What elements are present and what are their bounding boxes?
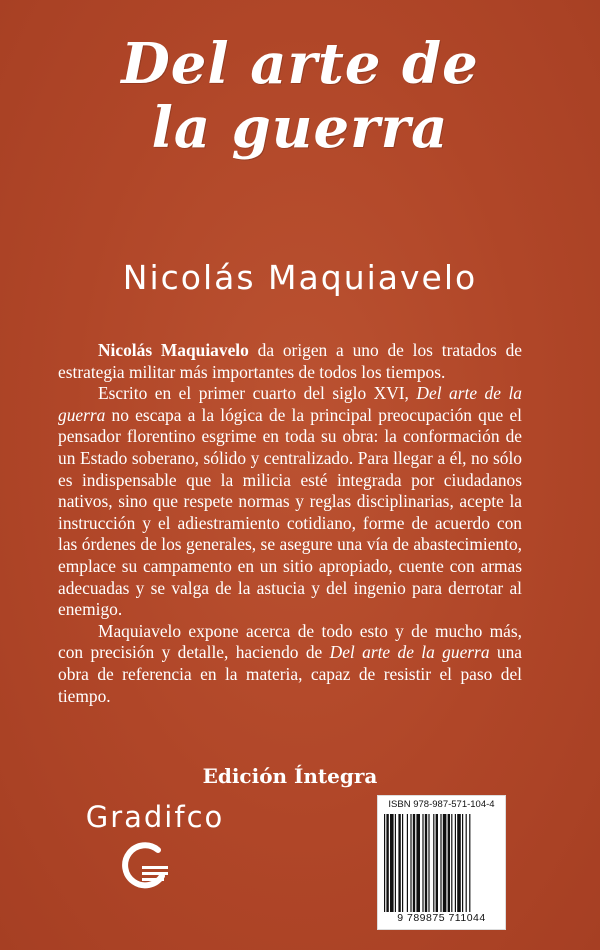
author-name: Nicolás Maquiavelo — [122, 258, 478, 297]
synopsis-author-bold: Nicolás Maquiavelo — [98, 340, 249, 360]
barcode-bar — [457, 814, 461, 912]
barcode-bar — [425, 814, 427, 912]
barcode-bar — [413, 814, 415, 912]
gradifco-logo-icon — [118, 840, 174, 896]
synopsis-paragraph-3 — [58, 621, 522, 707]
barcode-bar — [398, 814, 400, 912]
barcode-bar — [402, 814, 403, 912]
isbn-barcode — [377, 795, 506, 930]
synopsis-p2-text-a: Escrito en el primer cuarto del siglo XVI, — [98, 383, 417, 404]
barcode-bar — [428, 814, 429, 912]
barcode-bar — [440, 814, 441, 912]
barcode-bar — [416, 814, 420, 912]
barcode-bar — [436, 814, 438, 912]
publisher-name: Gradifco — [85, 800, 225, 834]
book-title-line1: Del arte de — [121, 31, 479, 97]
synopsis-p3-text-b: una obra de referencia en la materia, capaz de resistir el paso del tiempo. — [58, 642, 522, 706]
synopsis-paragraph-1 — [58, 340, 522, 383]
synopsis-p2-title-italic: Del arte de la guerra — [58, 383, 523, 425]
synopsis — [58, 340, 522, 707]
synopsis-paragraph-2 — [58, 383, 522, 621]
barcode-bar — [455, 814, 456, 912]
synopsis-p1-text: da origen a uno de los tratados de estrategia militar más importantes de todos los tiempos. — [58, 340, 522, 382]
barcode-bar — [384, 814, 385, 912]
barcode-bar — [410, 814, 411, 912]
barcode-bar — [390, 814, 394, 912]
isbn-number: 9 789875 711044 — [397, 912, 486, 924]
barcode-bar — [451, 814, 452, 912]
barcode-bar — [433, 814, 434, 912]
barcode-bar — [469, 814, 470, 912]
barcode-bar — [395, 814, 396, 912]
barcode-bar — [443, 814, 447, 912]
synopsis-p3-text-a: Maquiavelo expone acerca de todo esto y de mucho más, con precisión y detalle, haciendo de — [58, 620, 522, 663]
synopsis-p3-title-italic: Del arte de la guerra — [329, 642, 490, 663]
edition-label: Edición Íntegra — [202, 764, 378, 788]
isbn-label: ISBN 978-987-571-104-4 — [388, 799, 495, 810]
barcode-bar — [407, 814, 408, 912]
synopsis-p2-text-b: no escapa a la lógica de la principal preocupación que el pensador florentino esgrime en toda su obra: la conformación de un Estado soberano, sólido y centralizado. Para llegar a él, no sólo es indispensable que la milicia esté integrada por ciudadanos nativos, sino que respete normas y reglas disciplinarias, acepte la instrucción y el adiestramiento cotidiano, forme de acuerdo con las órdenes de los generales, se asegure una vía de abastecimiento, emplace su campamento en un sitio apropiado, cuente con armas adecuadas y se valga de la astucia y del ingenio para derrotar al enemigo. — [58, 404, 522, 620]
barcode-bar — [448, 814, 450, 912]
barcode-bar — [386, 814, 388, 912]
barcode-icon — [384, 814, 499, 912]
barcode-bar — [462, 814, 463, 912]
barcode-bar — [422, 814, 423, 912]
barcode-bar — [466, 814, 467, 912]
book-title-line2: la guerra — [151, 95, 449, 161]
